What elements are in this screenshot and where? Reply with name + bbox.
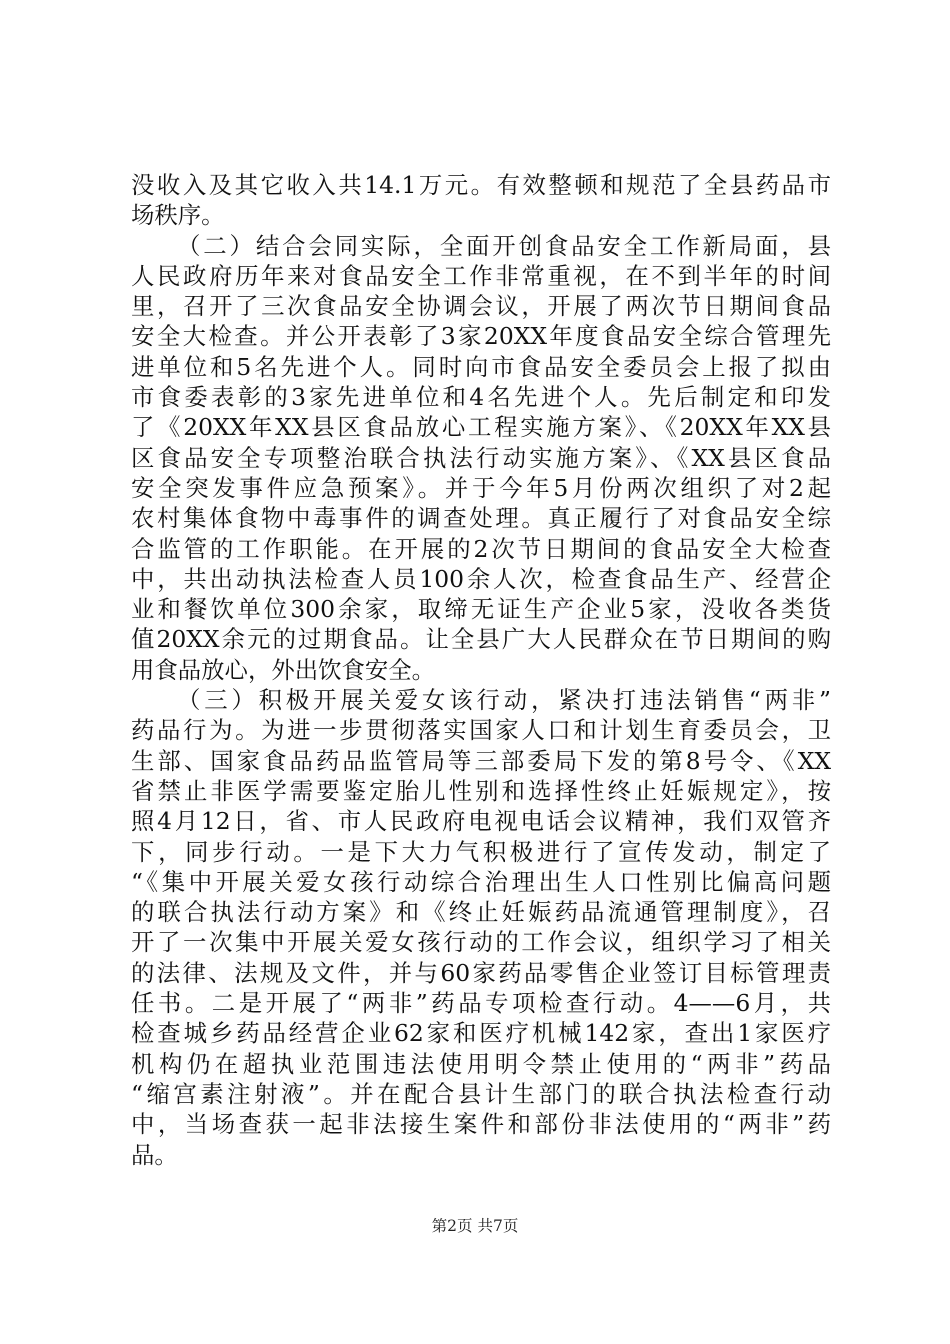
text-line: 了《20XX年XX县区食品放心工程实施方案》、《20XX年XX县 xyxy=(131,413,831,442)
text-line: 场秩序。 xyxy=(131,201,225,230)
text-line: 省禁止非医学需要鉴定胎儿性别和选择性终止妊娠规定》，按 xyxy=(131,776,831,805)
text-line: 农村集体食物中毒事件的调查处理。真正履行了对食品安全综 xyxy=(131,504,831,533)
text-line: （三）积极开展关爱女该行动，紧决打违法销售“两非” xyxy=(177,686,831,715)
text-line: 中，当场查获一起非法接生案件和部份非法使用的“两非”药 xyxy=(131,1110,831,1139)
text-line: 合监管的工作职能。在开展的2次节日期间的食品安全大检查 xyxy=(131,534,831,563)
text-line: 生部、国家食品药品监管局等三部委局下发的第8号令、《XX xyxy=(131,746,831,775)
text-line: 值20XX余元的过期食品。让全县广大人民群众在节日期间的购 xyxy=(131,625,831,654)
text-line: 人民政府历年来对食品安全工作非常重视，在不到半年的时间 xyxy=(131,261,831,290)
text-line: 的法律、法规及文件，并与60家药品零售企业签订目标管理责 xyxy=(131,958,831,987)
text-line: 区食品安全专项整治联合执法行动实施方案》、《XX县区食品 xyxy=(131,443,831,472)
text-line: “缩宫素注射液”。并在配合县计生部门的联合执法检查行动 xyxy=(131,1079,831,1108)
text-line: 业和餐饮单位300余家，取缔无证生产企业5家，没收各类货 xyxy=(131,595,831,624)
text-line: 品。 xyxy=(131,1140,178,1169)
text-line: 开了一次集中开展关爱女孩行动的工作会议，组织学习了相关 xyxy=(131,928,831,957)
text-line: 下，同步行动。一是下大力气积极进行了宣传发动，制定了 xyxy=(131,837,831,866)
text-line: 药品行为。为进一步贯彻落实国家人口和计划生育委员会，卫 xyxy=(131,716,831,745)
text-line: 没收入及其它收入共14.1万元。有效整顿和规范了全县药品市 xyxy=(131,171,831,199)
text-line: “《集中开展关爱女孩行动综合治理出生人口性别比偏高问题 xyxy=(131,867,831,896)
text-line: 用食品放心，外出饮食安全。 xyxy=(131,655,436,684)
text-line: 市食委表彰的3家先进单位和4名先进个人。先后制定和印发 xyxy=(131,383,831,412)
text-line: 里，召开了三次食品安全协调会议，开展了两次节日期间食品 xyxy=(131,292,831,321)
text-line: 照4月12日，省、市人民政府电视电话会议精神，我们双管齐 xyxy=(131,807,831,836)
page-number: 第2页 共7页 xyxy=(431,1217,519,1235)
text-line: 检查城乡药品经营企业62家和医疗机械142家，查出1家医疗 xyxy=(131,1019,831,1048)
text-line: 中，共出动执法检查人员100余人次，检查食品生产、经营企 xyxy=(131,564,831,593)
text-line: 安全突发事件应急预案》。并于今年5月份两次组织了对2起 xyxy=(131,473,831,502)
text-line: 机构仍在超执业范围违法使用明令禁止使用的“两非”药品 xyxy=(131,1049,831,1078)
text-line: 安全大检查。并公开表彰了3家20XX年度食品安全综合管理先 xyxy=(131,322,831,351)
body-text xyxy=(131,170,831,1170)
text-line: 任书。二是开展了“两非”药品专项检查行动。4——6月，共 xyxy=(131,989,831,1018)
text-line: （二）结合会同实际，全面开创食品安全工作新局面，县 xyxy=(177,231,831,260)
text-line: 的联合执法行动方案》和《终止妊娠药品流通管理制度》，召 xyxy=(131,898,831,927)
text-line: 进单位和5名先进个人。同时向市食品安全委员会上报了拟由 xyxy=(131,352,831,381)
